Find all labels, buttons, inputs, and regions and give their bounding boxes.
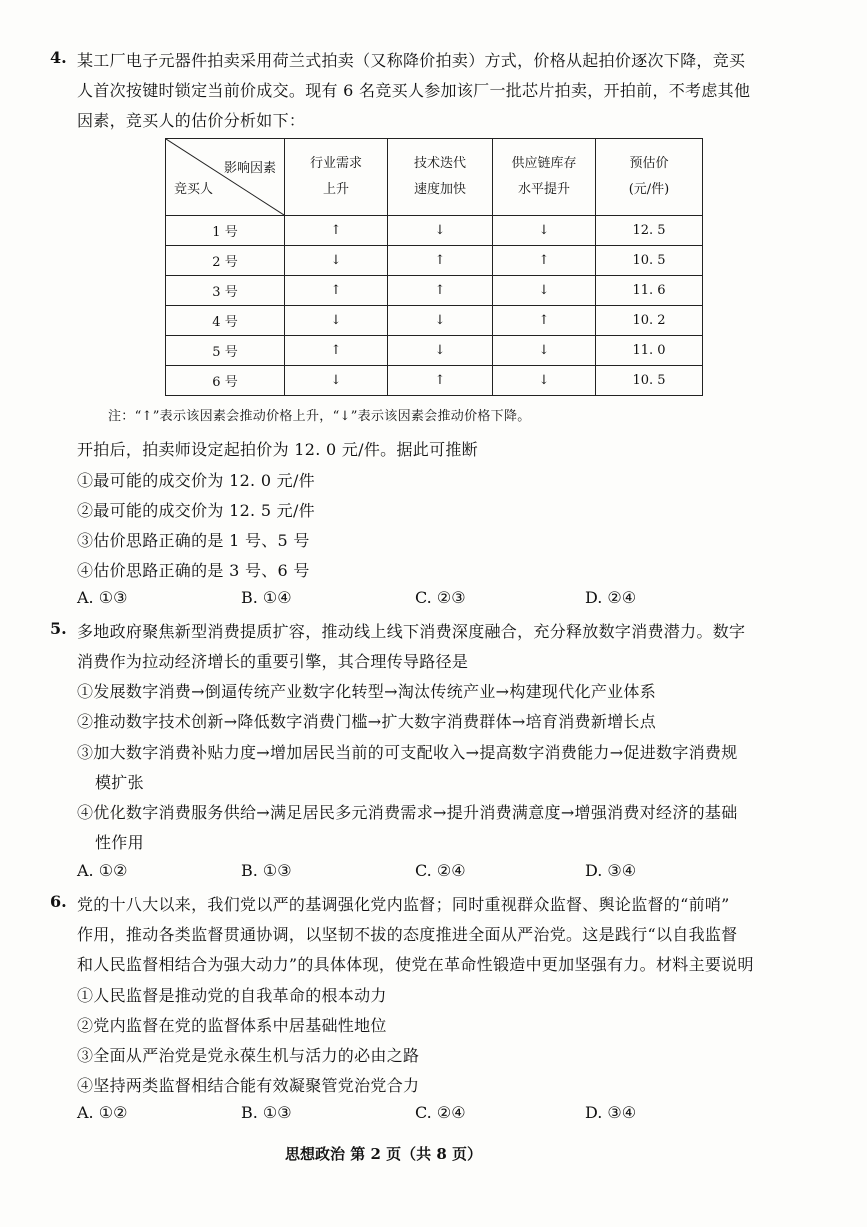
price-cell: 10. 2 <box>596 306 703 336</box>
q6-item-1: ①人民监督是推动党的自我革命的根本动力 <box>77 986 387 1005</box>
table-header-row <box>166 139 703 216</box>
price-cell: 11. 0 <box>596 336 703 366</box>
table-row <box>166 336 703 366</box>
diagonal-divider <box>166 139 284 215</box>
q5-item-2: ②推动数字技术创新→降低数字消费门槛→扩大数字消费群体→培育消费新增长点 <box>77 712 657 731</box>
table-row <box>166 306 703 336</box>
q6-line-3: 和人民监督相结合为强大动力”的具体体现，使党在革命性锻造中更加坚强有力。材料主要说明 <box>77 955 754 974</box>
arrow-cell: ↓ <box>285 306 388 336</box>
arrow-cell: ↑ <box>388 246 493 276</box>
header-estimated-price: 预估价 (元/件) <box>596 139 703 216</box>
arrow-cell: ↓ <box>285 246 388 276</box>
q5-option-b[interactable]: B. ①③ <box>241 861 292 880</box>
price-cell: 11. 6 <box>596 276 703 306</box>
q6-number: 6. <box>50 892 67 911</box>
q4-option-a[interactable]: A. ①③ <box>77 588 128 607</box>
buyer-cell: 1 号 <box>166 216 285 246</box>
arrow-cell: ↓ <box>285 366 388 396</box>
table-note: 注：“↑”表示该因素会推动价格上升，“↓”表示该因素会推动价格下降。 <box>108 409 531 424</box>
header-industry-demand: 行业需求 上升 <box>285 139 388 216</box>
q4-line-3: 因素，竞买人的估价分析如下： <box>77 111 306 130</box>
bidder-estimate-table <box>165 138 703 396</box>
buyer-cell: 3 号 <box>166 276 285 306</box>
arrow-cell: ↓ <box>493 336 596 366</box>
q4-item-1: ①最可能的成交价为 12. 0 元/件 <box>77 471 315 490</box>
q4-option-c[interactable]: C. ②③ <box>415 588 466 607</box>
q6-line-1: 党的十八大以来，我们党以严的基调强化党内监督；同时重视群众监督、舆论监督的“前哨” <box>77 895 730 914</box>
q5-item-3: ③加大数字消费补贴力度→增加居民当前的可支配收入→提高数字消费能力→促进数字消费规 <box>77 743 738 762</box>
arrow-cell: ↓ <box>493 366 596 396</box>
buyer-cell: 4 号 <box>166 306 285 336</box>
corner-top-label: 影响因素 <box>223 161 276 176</box>
q4-option-d[interactable]: D. ②④ <box>585 588 637 607</box>
q4-item-3: ③估价思路正确的是 1 号、5 号 <box>77 531 310 550</box>
q5-number: 5. <box>50 619 67 638</box>
price-cell: 10. 5 <box>596 246 703 276</box>
q4-number: 4. <box>50 48 67 67</box>
q4-option-b[interactable]: B. ①④ <box>241 588 292 607</box>
q5-option-a[interactable]: A. ①② <box>77 861 128 880</box>
q5-item-1: ①发展数字消费→倒逼传统产业数字化转型→淘汰传统产业→构建现代化产业体系 <box>77 682 657 701</box>
arrow-cell: ↑ <box>388 276 493 306</box>
table-row <box>166 216 703 246</box>
arrow-cell: ↓ <box>388 216 493 246</box>
arrow-cell: ↓ <box>493 276 596 306</box>
q4-line-1: 某工厂电子元器件拍卖采用荷兰式拍卖（又称降价拍卖）方式，价格从起拍价逐次下降，竞买 <box>77 51 746 70</box>
arrow-cell: ↓ <box>493 216 596 246</box>
arrow-cell: ↑ <box>285 276 388 306</box>
q6-option-b[interactable]: B. ①③ <box>241 1103 292 1122</box>
header-supply-inventory: 供应链库存 水平提升 <box>493 139 596 216</box>
q6-item-4: ④坚持两类监督相结合能有效凝聚管党治党合力 <box>77 1076 420 1095</box>
q5-option-c[interactable]: C. ②④ <box>415 861 466 880</box>
price-cell: 12. 5 <box>596 216 703 246</box>
table-row <box>166 246 703 276</box>
table-corner-cell <box>166 139 285 216</box>
q4-item-2: ②最可能的成交价为 12. 5 元/件 <box>77 501 315 520</box>
q5-line-1: 多地政府聚焦新型消费提质扩容，推动线上线下消费深度融合，充分释放数字消费潜力。数字 <box>77 622 746 641</box>
buyer-cell: 6 号 <box>166 366 285 396</box>
q4-item-4: ④估价思路正确的是 3 号、6 号 <box>77 561 310 580</box>
q5-item-4: ④优化数字消费服务供给→满足居民多元消费需求→提升消费满意度→增强消费对经济的基础 <box>77 803 738 822</box>
q4-line-2: 人首次按键时锁定当前价成交。现有 6 名竞买人参加该厂一批芯片拍卖，开拍前，不考虑其他 <box>77 81 751 100</box>
q6-option-a[interactable]: A. ①② <box>77 1103 128 1122</box>
q6-item-2: ②党内监督在党的监督体系中居基础性地位 <box>77 1016 387 1035</box>
corner-bottom-label: 竞买人 <box>174 182 214 197</box>
header-tech-iteration: 技术迭代 速度加快 <box>388 139 493 216</box>
arrow-cell: ↓ <box>388 306 493 336</box>
arrow-cell: ↑ <box>493 246 596 276</box>
table-row <box>166 366 703 396</box>
arrow-cell: ↓ <box>388 336 493 366</box>
arrow-cell: ↑ <box>388 366 493 396</box>
price-cell: 10. 5 <box>596 366 703 396</box>
q5-item-4-cont: 性作用 <box>95 833 144 852</box>
buyer-cell: 5 号 <box>166 336 285 366</box>
arrow-cell: ↑ <box>493 306 596 336</box>
table-row <box>166 276 703 306</box>
q6-option-c[interactable]: C. ②④ <box>415 1103 466 1122</box>
q5-option-d[interactable]: D. ③④ <box>585 861 637 880</box>
q5-line-2: 消费作为拉动经济增长的重要引擎，其合理传导路径是 <box>77 652 469 671</box>
q6-item-3: ③全面从严治党是党永葆生机与活力的必由之路 <box>77 1046 420 1065</box>
q5-item-3-cont: 模扩张 <box>95 773 144 792</box>
q6-option-d[interactable]: D. ③④ <box>585 1103 637 1122</box>
arrow-cell: ↑ <box>285 336 388 366</box>
page-footer: 思想政治 第 2 页（共 8 页） <box>285 1145 482 1163</box>
q4-stem: 开拍后，拍卖师设定起拍价为 12. 0 元/件。据此可推断 <box>77 440 478 459</box>
arrow-cell: ↑ <box>285 216 388 246</box>
buyer-cell: 2 号 <box>166 246 285 276</box>
q6-line-2: 作用，推动各类监督贯通协调，以坚韧不拔的态度推进全面从严治党。这是践行“以自我监督 <box>77 925 738 944</box>
